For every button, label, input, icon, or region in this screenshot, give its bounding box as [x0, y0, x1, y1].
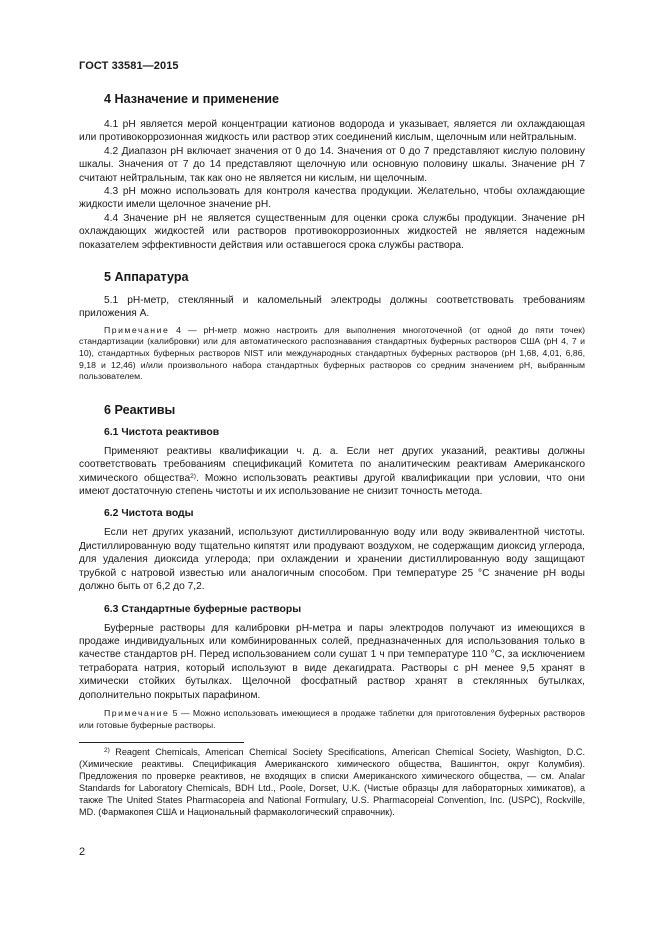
footnote-separator [79, 742, 244, 743]
paragraph-4-3: 4.3 pH можно использовать для контроля качества продукции. Желательно, чтобы охлаждающие жидкости имели щелочное значение pH. [79, 186, 585, 211]
section-6-heading: 6 Реактивы [104, 402, 176, 417]
paragraph-6-2: Если нет других указаний, используют дистиллированную воду или воду эквивалентной чистоты. Дистиллированную воду тщательно кипятят или продувают воздухом, не содержащим диоксид углерода, для удаления диоксида углерода; при охлаждении и хранении дистиллированную воду защищают трубкой с натровой известью или аналогичным способом. При температуре 25 °С значение pH воды должно быть от 6,2 до 7,2. [79, 527, 585, 593]
section-4-heading: 4 Назначение и применение [104, 92, 280, 106]
note-4-text: 4 — pH-метр можно настроить для выполнения многоточечной (от одной до пяти точек) стандартизации (калибровки) или для автоматического распознавания стандартных буферных растворов США (pH 4, 7 и 10), стандартных буферных растворов NIST или международных стандартных буферных растворов (pH 1,68, 4,01, 6,86, 9,18 и 12,46) и/или произвольного набора стандартных буферных растворов со средним значением pH, выбранным пользователем. [79, 324, 585, 382]
footnote-area [79, 742, 585, 818]
main-content [79, 88, 585, 731]
note-5-label: Примечание [104, 707, 170, 718]
paragraph-4-1: 4.1 pH является мерой концентрации катионов водорода и указывает, является ли охлаждающая или противокоррозионная жидкость или раствор этих соединений кислым, щелочным или нейтральным. [79, 119, 585, 144]
paragraph-6-1-text-b: . Можно использовать реактивы другой квалификации при условии, что они имеют достаточную степень чистоты и их использование не снизит точность метода. [79, 472, 585, 498]
paragraph-5-1: 5.1 pH-метр, стеклянный и каломельный электроды должны соответствовать требованиям приложения А. [79, 295, 585, 320]
paragraph-6-3: Буферные растворы для калибровки pH-метра и пары электродов получают из имеющихся в продаже индивидуальных или комбинированных солей, предназначенных для использования только в качестве стандартов pH. Перед использованием соли сушат 1 ч при температуре 110 °С, за исключением тетрабората натрия, который используют в виде декагидрата. Растворы с pH менее 9,5 хранят в химически стойких бутылках. Щелочной фосфатный раствор хранят в стеклянных бутылках, дополнительно покрытых парафином. [79, 622, 585, 701]
subsection-6-2-heading: 6.2 Чистота воды [104, 508, 194, 520]
footnote-ref-2[interactable]: 2) [190, 472, 196, 480]
note-4 [79, 325, 585, 383]
subsection-6-3-heading: 6.3 Стандартные буферные растворы [104, 603, 302, 615]
paragraph-4-2: 4.2 Диапазон pH включает значения от 0 до 14. Значения от 0 до 7 представляют кислую половину шкалы. Значения от 7 до 14 представляют щелочную или основную половину шкалы. Значение pH 7 считают нейтральным, так как оно не является ни кислым, ни щелочным. [79, 145, 585, 184]
note-5 [79, 708, 585, 731]
footnote-2 [79, 746, 585, 818]
standard-header: ГОСТ 33581—2015 [79, 60, 179, 72]
subsection-6-1-heading: 6.1 Чистота реактивов [104, 426, 220, 438]
note-5-text: 5 — Можно использовать имеющиеся в продаже таблетки для приготовления буферных растворов или готовые буферные растворы. [79, 707, 585, 730]
paragraph-6-1-text-a: Применяют реактивы квалификации ч. д. а. Если нет других указаний, реактивы должны соответствовать требованиям спецификаций Комитета по аналитическим реактивам Американского химического общества [79, 445, 585, 484]
note-4-label: Примечание [104, 324, 170, 335]
page-number: 2 [79, 846, 86, 858]
paragraph-6-1 [79, 445, 585, 499]
footnote-text: Reagent Chemicals, American Chemical Society Specifications, American Chemical Society, Washigton, D.C. (Химические реактивы. Спецификация Американского химического общества, Вашингтон, округ Колумбия). Предложения по проверке реактивов, не входящих в списки Американского химического общества, — см. Analar Standards for Laboratory Chemicals, BDH Ltd., Poole, Dorset, U.K. (Чистые образцы для лабораторных химикатов), а также The United States Pharmacopeia and National Formulary, U.S. Pharmacopeial Convention, Inc. (USPC), Rockville, MD. (Фармакопея США и Национальный фармакологический справочник). [79, 747, 585, 817]
paragraph-4-4: 4.4 Значение pH не является существенным для оценки срока службы продукции. Значение pH охлаждающих жидкостей или растворов противокоррозионных жидкостей не является надежным показателем эффективности действия или оставшегося срока службы раствора. [79, 212, 585, 251]
footnote-mark: 2) [104, 747, 110, 754]
section-5-heading: 5 Аппаратура [104, 270, 189, 285]
